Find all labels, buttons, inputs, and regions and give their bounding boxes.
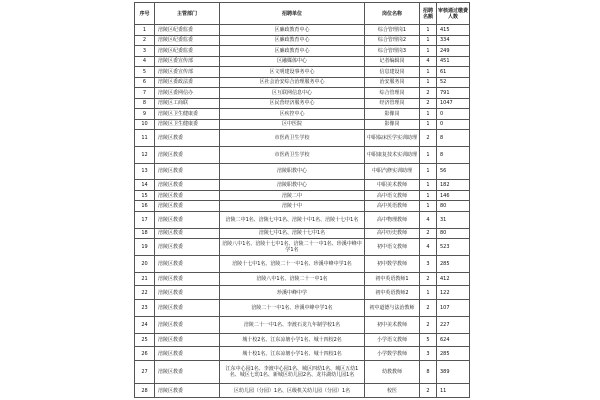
cell-applicants: 31 [437,211,470,228]
cell-quota: 1 [420,46,437,57]
table-row [135,190,470,201]
cell-applicants: 61 [437,67,470,78]
cell-applicants: 122 [437,286,470,300]
cell-seq: 27 [135,361,155,384]
cell-dept: 涪陵区教委 [155,300,220,317]
cell-unit: 区幼儿园（分园）1名、区级机关幼儿园（分园）1名 [220,384,365,398]
table-row [135,88,470,99]
cell-quota: 2 [420,88,437,99]
cell-unit: 涪陵八中1名、涪陵二十一中1名 [220,272,365,286]
cell-applicants: 415 [437,25,470,36]
cell-post: 记者编辑岗 [365,56,420,67]
cell-applicants: 285 [437,255,470,272]
cell-unit: 区融媒体中心 [220,56,365,67]
cell-applicants: 0 [437,109,470,120]
cell-seq: 22 [135,286,155,300]
cell-dept: 涪陵区委宣传部 [155,56,220,67]
cell-quota: 4 [420,211,437,228]
cell-post: 综合管理岗3 [365,46,420,57]
cell-applicants: 227 [437,316,470,333]
table-row [135,77,470,88]
cell-unit: 市医药卫生学校 [220,146,365,163]
table-row [135,300,470,317]
cell-post: 高中语文教师 [365,190,420,201]
cell-quota: 2 [420,384,437,398]
cell-post: 治安服务岗 [365,77,420,88]
cell-post: 综合管理岗2 [365,35,420,46]
cell-quota: 1 [420,180,437,191]
table-row [135,272,470,286]
cell-unit: 区廉政教育中心 [220,46,365,57]
cell-unit: 涪陵二十一中1名、李渡石龙九年制学校1名 [220,316,365,333]
cell-dept: 涪陵区委政法委 [155,77,220,88]
cell-post: 影像岗 [365,119,420,130]
cell-applicants: 791 [437,88,470,99]
cell-post: 幼教教师 [365,361,420,384]
table-row [135,35,470,46]
cell-seq: 25 [135,333,155,347]
cell-dept: 涪陵区卫生健康委 [155,119,220,130]
cell-applicants: 249 [437,46,470,57]
cell-dept: 涪陵区教委 [155,180,220,191]
cell-seq: 16 [135,201,155,212]
cell-post: 影像岗 [365,109,420,120]
table-row [135,347,470,361]
cell-quota: 2 [420,98,437,109]
table-row [135,384,470,398]
header-row [135,3,470,25]
cell-post: 校医 [365,384,420,398]
cell-dept: 涪陵区纪委监委 [155,35,220,46]
cell-quota: 1 [420,67,437,78]
cell-seq: 11 [135,130,155,147]
cell-post: 中职汽修实训助理 [365,163,420,180]
cell-post: 初中语文教师 [365,239,420,256]
cell-applicants: 56 [437,163,470,180]
cell-applicants: 8 [437,130,470,147]
cell-seq: 20 [135,255,155,272]
cell-quota: 2 [420,316,437,333]
cell-post: 高中物理教师 [365,211,420,228]
table-row [135,211,470,228]
cell-unit: 城十校1名、江东凉塘小学1名、城十四校1名 [220,347,365,361]
cell-quota: 1 [420,286,437,300]
cell-unit: 涪陵八中1名、涪陵十七中1名、涪陵二十一中1名、珍溪中峰中学1名 [220,239,365,256]
table-row [135,333,470,347]
cell-seq: 4 [135,56,155,67]
table-row [135,46,470,57]
cell-quota: 1 [420,109,437,120]
cell-post: 高中历史教师 [365,228,420,239]
cell-dept: 涪陵区教委 [155,255,220,272]
cell-post: 小学数学教师 [365,347,420,361]
table-row [135,255,470,272]
cell-seq: 24 [135,316,155,333]
table-row [135,130,470,147]
cell-quota: 3 [420,255,437,272]
cell-unit: 涪陵二中 [220,190,365,201]
cell-seq: 9 [135,109,155,120]
cell-quota: 2 [420,228,437,239]
cell-unit: 涪陵七中1名、涪陵十七中1名 [220,228,365,239]
cell-post: 综合管理岗 [365,88,420,99]
cell-applicants: 334 [437,35,470,46]
cell-applicants: 1047 [437,98,470,109]
header-quota: 招聘名额 [420,3,437,25]
cell-quota: 1 [420,163,437,180]
table-row [135,316,470,333]
cell-unit: 区廉政教育中心 [220,25,365,36]
table-row [135,146,470,163]
table-row [135,286,470,300]
cell-applicants: 80 [437,228,470,239]
header-dept: 主管部门 [155,3,220,25]
cell-seq: 12 [135,146,155,163]
table-row [135,228,470,239]
cell-unit: 区社会治安综合治理服务中心 [220,77,365,88]
cell-applicants: 389 [437,361,470,384]
cell-seq: 2 [135,35,155,46]
cell-applicants: 624 [437,333,470,347]
cell-seq: 10 [135,119,155,130]
recruitment-table [134,2,470,398]
cell-applicants: 523 [437,239,470,256]
cell-quota: 2 [420,272,437,286]
cell-dept: 涪陵区教委 [155,333,220,347]
table-row [135,119,470,130]
cell-unit: 涪陵十七中1名、涪陵二十一中1名、珍溪中峰中学1名 [220,255,365,272]
cell-unit: 城十校2名、江东凉塘小学1名、城十四校2名 [220,333,365,347]
cell-unit: 区文明建设事务中心 [220,67,365,78]
table-row [135,25,470,36]
cell-dept: 涪陵区委网信办 [155,88,220,99]
cell-post: 初中道德与法治教师 [365,300,420,317]
table-row [135,109,470,120]
cell-seq: 5 [135,67,155,78]
cell-dept: 涪陵区卫生健康委 [155,109,220,120]
cell-post: 初中美术教师 [365,316,420,333]
cell-unit: 涪陵职教中心 [220,180,365,191]
cell-unit: 江东中心园1名、李渡中心园1名、城区四幼1名、城区五幼1名、城区七幼1名、新城区幼儿园2名、龙井湖幼儿园1名 [220,361,365,384]
cell-post: 中职美术教师 [365,180,420,191]
cell-seq: 26 [135,347,155,361]
table-row [135,98,470,109]
cell-seq: 21 [135,272,155,286]
recruitment-table-sheet [134,2,469,398]
cell-applicants: 285 [437,347,470,361]
cell-dept: 涪陵区教委 [155,130,220,147]
cell-quota: 1 [420,146,437,163]
cell-quota: 4 [420,239,437,256]
cell-seq: 23 [135,300,155,317]
cell-unit: 涪陵二中1名、涪陵七中1名、涪陵十中1名、涪陵十七中1名 [220,211,365,228]
cell-unit: 珍溪中峰中学 [220,286,365,300]
cell-applicants: 11 [437,384,470,398]
cell-quota: 4 [420,56,437,67]
cell-dept: 涪陵区教委 [155,316,220,333]
cell-unit: 涪陵职教中心 [220,163,365,180]
cell-unit: 涪陵二十一中1名、珍溪中峰中学1名 [220,300,365,317]
cell-unit: 市医药卫生学校 [220,130,365,147]
header-seq: 序号 [135,3,155,25]
cell-unit: 区疾控中心 [220,109,365,120]
cell-seq: 17 [135,211,155,228]
cell-dept: 涪陵区教委 [155,163,220,180]
cell-quota: 2 [420,130,437,147]
cell-seq: 8 [135,98,155,109]
cell-post: 中职临床医学实训助理 [365,130,420,147]
cell-post: 初中英语教师2 [365,286,420,300]
cell-post: 初中英语教师1 [365,272,420,286]
cell-dept: 涪陵区教委 [155,347,220,361]
cell-seq: 15 [135,190,155,201]
cell-dept: 涪陵区教委 [155,361,220,384]
cell-dept: 涪陵区委宣传部 [155,67,220,78]
cell-dept: 涪陵区教委 [155,201,220,212]
cell-applicants: 52 [437,77,470,88]
cell-unit: 区廉政教育中心 [220,35,365,46]
table-row [135,239,470,256]
cell-dept: 涪陵区教委 [155,190,220,201]
cell-applicants: 0 [437,119,470,130]
cell-applicants: 107 [437,300,470,317]
cell-applicants: 8 [437,146,470,163]
cell-dept: 涪陵区纪委监委 [155,46,220,57]
cell-dept: 涪陵区教委 [155,211,220,228]
cell-seq: 28 [135,384,155,398]
cell-unit: 区中医院 [220,119,365,130]
table-row [135,361,470,384]
cell-dept: 涪陵区教委 [155,272,220,286]
table-row [135,180,470,191]
cell-quota: 1 [420,190,437,201]
cell-seq: 6 [135,77,155,88]
cell-dept: 涪陵区教委 [155,286,220,300]
cell-post: 高中英语教师 [365,201,420,212]
cell-quota: 1 [420,77,437,88]
table-row [135,163,470,180]
cell-seq: 1 [135,25,155,36]
cell-quota: 1 [420,25,437,36]
cell-post: 初中数学教师 [365,255,420,272]
cell-unit: 区互联网信息中心 [220,88,365,99]
cell-post: 信息建设岗 [365,67,420,78]
cell-seq: 14 [135,180,155,191]
header-unit: 招聘单位 [220,3,365,25]
cell-unit: 区民营经济服务中心 [220,98,365,109]
cell-dept: 涪陵区教委 [155,239,220,256]
cell-dept: 涪陵区教委 [155,228,220,239]
cell-seq: 18 [135,228,155,239]
cell-applicants: 412 [437,272,470,286]
cell-post: 经济管理岗 [365,98,420,109]
cell-applicants: 80 [437,201,470,212]
cell-quota: 5 [420,333,437,347]
cell-post: 综合管理岗1 [365,25,420,36]
cell-seq: 7 [135,88,155,99]
cell-dept: 涪陵区教委 [155,384,220,398]
cell-dept: 涪陵区工商联 [155,98,220,109]
cell-post: 小学语文教师 [365,333,420,347]
cell-quota: 1 [420,201,437,212]
cell-seq: 19 [135,239,155,256]
header-applicants: 审核通过缴费人数 [437,3,470,25]
cell-seq: 3 [135,46,155,57]
cell-dept: 涪陵区纪委监委 [155,25,220,36]
cell-seq: 13 [135,163,155,180]
cell-quota: 3 [420,347,437,361]
table-row [135,201,470,212]
table-row [135,56,470,67]
cell-applicants: 146 [437,190,470,201]
cell-post: 中职康复技术实训助理 [365,146,420,163]
cell-quota: 1 [420,119,437,130]
cell-applicants: 182 [437,180,470,191]
cell-quota: 1 [420,35,437,46]
cell-quota: 2 [420,300,437,317]
cell-dept: 涪陵区教委 [155,146,220,163]
header-post: 岗位名称 [365,3,420,25]
cell-quota: 8 [420,361,437,384]
table-body [135,25,470,398]
cell-unit: 涪陵十中 [220,201,365,212]
table-row [135,67,470,78]
cell-applicants: 451 [437,56,470,67]
